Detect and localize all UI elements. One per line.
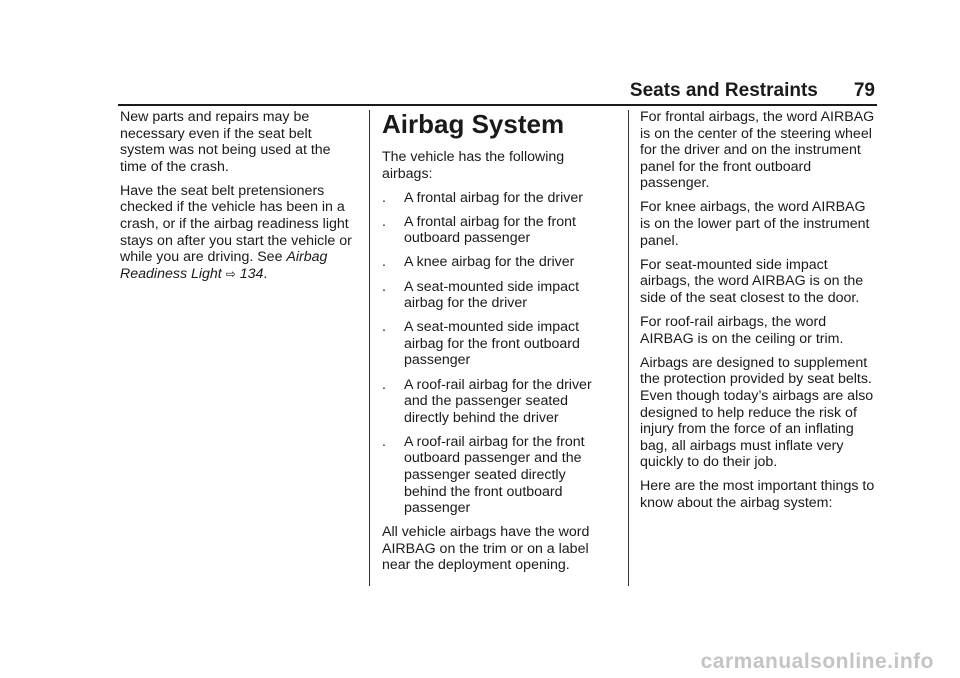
column-2 <box>382 109 608 582</box>
list-item-text: A knee airbag for the driver <box>404 254 575 271</box>
list-item-text: A seat-mounted side impact airbag for the driver <box>404 278 580 312</box>
bullet-marker: . <box>382 433 386 450</box>
page-header <box>0 80 875 102</box>
paragraph: Here are the most important things to know about the airbag system: <box>640 478 875 511</box>
page-number: 79 <box>853 80 875 101</box>
list-item-text: A frontal airbag for the driver <box>404 189 584 206</box>
column-1 <box>120 109 356 290</box>
list-item <box>382 377 608 427</box>
list-item-text: A roof-rail airbag for the front outboard passenger and the passenger seated directly behind the front outboard passenger <box>404 433 585 517</box>
section-title: Seats and Restraints <box>629 80 818 101</box>
list-item-text: A frontal airbag for the front outboard passenger <box>404 213 576 247</box>
paragraph: For roof-rail airbags, the word AIRBAG is on the ceiling or trim. <box>640 314 844 347</box>
bullet-marker: . <box>382 254 386 271</box>
column-3 <box>640 109 876 519</box>
list-item-text: A roof-rail airbag for the driver and the passenger seated directly behind the driver <box>404 376 592 426</box>
bullet-marker: . <box>382 319 386 336</box>
period: . <box>263 265 268 282</box>
list-item <box>382 319 608 369</box>
column-divider-1 <box>369 110 370 586</box>
list-item <box>382 214 608 247</box>
header-rule <box>118 104 877 106</box>
paragraph: For knee airbags, the word AIRBAG is on the lower part of the instrument panel. <box>640 199 870 249</box>
paragraph <box>120 183 356 283</box>
paragraph: New parts and repairs may be necessary even if the seat belt system was not being used at the time of the crash. <box>120 109 331 175</box>
intro-paragraph: The vehicle has the following airbags: <box>382 149 565 182</box>
list-item <box>382 190 608 207</box>
list-item <box>382 434 608 517</box>
page-ref-arrow-icon: ⇨ <box>225 266 236 281</box>
list-item <box>382 254 608 271</box>
watermark: carmanualsonline.info <box>700 650 934 673</box>
column-divider-2 <box>628 110 629 586</box>
airbag-list <box>382 190 608 517</box>
bullet-marker: . <box>382 278 386 295</box>
bullet-marker: . <box>382 213 386 230</box>
paragraph: For frontal airbags, the word AIRBAG is on the center of the steering wheel for the driver and on the instrument panel for the front outboard passenger. <box>640 109 875 192</box>
bullet-marker: . <box>382 189 386 206</box>
section-heading: Airbag System <box>382 109 565 139</box>
paragraph: For seat-mounted side impact airbags, the word AIRBAG is on the side of the seat closest to the door. <box>640 256 864 306</box>
bullet-marker: . <box>382 376 386 393</box>
list-item <box>382 279 608 312</box>
paragraph: Airbags are designed to supplement the protection provided by seat belts. Even though today’s airbags are also designed to help reduce the risk of injury from the force of an inflating bag, all airbags must inflate very quickly to do their job. <box>640 354 874 471</box>
list-item-text: A seat-mounted side impact airbag for the front outboard passenger <box>404 319 580 369</box>
paragraph-text: Have the seat belt pretensioners checked if the vehicle has been in a crash, or if the airbag readiness light stays on after you start the vehicle or while you are driving. See <box>120 182 352 266</box>
outro-paragraph: All vehicle airbags have the word AIRBAG on the trim or on a label near the deployment opening. <box>382 524 590 574</box>
page-reference[interactable]: 134 <box>239 265 264 282</box>
cross-reference-link[interactable]: Airbag Readiness Light <box>120 249 328 282</box>
